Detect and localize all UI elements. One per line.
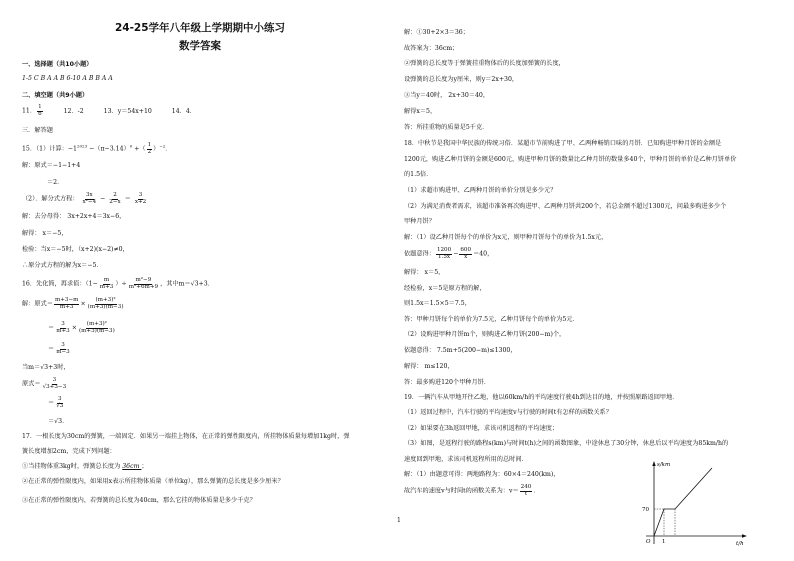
q15-1-end: ． — [165, 145, 172, 153]
q15-2-frac3 — [134, 193, 147, 205]
q16-text-b: ）÷ — [115, 280, 127, 288]
q15-1-text-d: ） — [153, 145, 160, 153]
q19-l7-den: t — [524, 490, 528, 497]
q16-s6-frac — [55, 397, 64, 409]
q17-ans-2: 故答案为：36cm； — [404, 45, 459, 52]
q11-label: 11． — [22, 107, 37, 115]
q16-problem — [22, 278, 214, 290]
q16-s6d: √3 — [56, 402, 64, 409]
q16-f1d: m+3 — [99, 283, 114, 290]
q15-1-half-n: 1 — [147, 142, 152, 148]
q16-s6-eq: ＝ — [48, 399, 55, 407]
q15-2-f1d: x²−4 — [82, 198, 97, 205]
q18-line6: 甲种月饼？ — [404, 218, 435, 225]
y-axis-label: s/km — [657, 462, 671, 468]
q15-1-half — [147, 143, 153, 155]
q16-s1n: m+3−m — [54, 297, 79, 303]
q17-ans-3: ②弹簧的总长度等于弹簧挂重物体后的长度加弹簧的长度， — [404, 60, 565, 67]
q15-2-line1: 解：去分母得： 3x+2x+4＝3x−6， — [22, 213, 126, 220]
q15-2-f3n: 3 — [138, 192, 143, 198]
q18-line12: 答：甲种月饼每个的单价为7.5元，乙种月饼每个的单价为5元． — [404, 316, 579, 323]
q16-s2n: 3 — [61, 321, 65, 327]
q16-s2d: m+3 — [56, 327, 70, 334]
q16-step7: ＝√3． — [48, 418, 69, 425]
q16-s1-frac1 — [54, 298, 80, 310]
q17-ans-7: 答：所挂重物的质量是5千克． — [404, 124, 489, 131]
q16-s3-frac — [55, 343, 71, 355]
q15-2-line2: 解得： x＝−5， — [22, 230, 68, 237]
q18-eq-end: ＝40， — [473, 250, 494, 258]
x-tick-label: 1 — [662, 539, 666, 545]
q15-1-half-d: 2 — [147, 148, 152, 155]
q16-text-a: 16．先化简，再求值：（1− — [22, 280, 98, 288]
q15-2-problem — [22, 193, 148, 205]
q19-line4: （3）如图，是返程行驶的路程s(km)与时间t(h)之间的函数图象，中途休息了30分钟，休息后以平均速度为85km/h的 — [404, 440, 729, 447]
q16-step4: 当m＝√3+3时， — [22, 364, 70, 371]
q18-line11: 则1.5x＝1.5×5＝7.5， — [404, 300, 471, 307]
q18-line9: 解得： x＝5， — [404, 269, 445, 276]
q16-s5-frac — [42, 378, 68, 390]
q19-line7 — [404, 485, 540, 497]
q18-line2: 1200元，购进乙种月饼的金额是600元，购进甲种月饼的数量比乙种月饼的数量多40个，甲种月饼的单价是乙种月饼单价 — [404, 156, 737, 163]
q19-line1: 19．一辆汽车从甲地开往乙地，他以60km/h的平均速度行驶4h到达目的地，并按照原路返回甲地． — [404, 394, 679, 401]
page-title: 24-25学年八年级上学期期中小练习 — [114, 22, 286, 34]
section-choice-heading: 一、选择题（共10小题） — [22, 61, 93, 68]
q18-eq-frac2 — [459, 248, 472, 260]
q16-step2 — [48, 322, 117, 334]
q17-ans-5: ③当y＝40时， 2x+30＝40， — [404, 92, 490, 99]
q13-answer: 13．y＝54x+10 — [103, 107, 152, 115]
q15-1-solution-b: ＝2． — [47, 179, 64, 186]
x-axis-label: t/h — [736, 541, 744, 547]
q15-2-f1n: 3x — [85, 192, 93, 198]
q18-line4: （1）求超市购进甲、乙两种月饼的单价分别是多少元？ — [404, 187, 557, 194]
choice-answers: 1-5 C B A A B 6-10 A B B A A — [22, 75, 113, 82]
q16-f2n: m²−9 — [135, 277, 152, 283]
q16-s2-frac1 — [55, 322, 71, 334]
q16-frac2 — [128, 278, 159, 290]
q17-ans-6: 解得x＝5， — [404, 108, 437, 115]
q11-fraction — [37, 105, 43, 117]
q15-2-line3: 检验：当x＝−5时，（x+2)(x−2)≠0， — [22, 246, 129, 253]
q18-eq-n2: 600 — [460, 247, 472, 253]
q15-1-exp: 2023 — [76, 143, 88, 149]
q18-eq-n1: 1200 — [436, 247, 452, 253]
q16-s3n: 3 — [61, 342, 65, 348]
q15-1-text-b: −（π−3.14） — [87, 145, 130, 153]
q16-s1n2: (m+3)² — [95, 297, 116, 303]
q16-s2-times: × — [71, 324, 77, 332]
q18-eq-d2: x — [464, 253, 468, 260]
q15-1-problem — [22, 143, 171, 155]
q16-s3-eq: ＝ — [48, 345, 55, 353]
q16-s2d2: (m+3)(m−3) — [78, 327, 115, 334]
q17-c-answer: 36cm — [122, 463, 142, 470]
q15-2-f2n: 2 — [113, 192, 117, 198]
q15-2-eq: ＝ — [124, 195, 131, 203]
q15-2-line4: ∴原分式方程的解为x＝−5． — [22, 262, 103, 269]
q17-line5: ③在正常的弹性限度内，若弹簧的总长度为40cm，那么它挂的物体质量是多少千克？ — [22, 497, 256, 504]
q18-line13: （2）设购进甲种月饼m个，则购进乙种月饼(200−m)个， — [404, 331, 566, 338]
q17-line4: ②在正常的弹性限度内，如果用x表示所挂物体质量（单位kg），那么弹簧的总长度是多少厘米？ — [22, 478, 284, 485]
q17-ans-1: 解：①30+2×3＝36； — [404, 29, 469, 36]
q15-1-text: 15．（1）计算：−1 — [22, 145, 77, 153]
section-solve-heading: 三．解答题 — [22, 127, 53, 134]
section-fill-heading: 二、填空题（共9小题） — [22, 92, 89, 99]
q16-s1-label: 解：原式＝ — [22, 300, 53, 308]
q11-num: 1 — [38, 104, 42, 110]
q16-s1d2: (m+3)(m−3) — [87, 303, 124, 310]
x-axis-arrow — [742, 534, 747, 537]
q19-l7-num: 240 — [520, 484, 532, 490]
q18-line3: 的1.5倍． — [404, 171, 433, 178]
q18-line5: （2）为满足消费者需求，该超市准备再次购进甲、乙两种月饼共200个，若总金额不超过1300元，问最多购进多少个 — [404, 203, 727, 210]
q18-eq-d1: 1.5x — [438, 253, 451, 260]
q14-answer: 14．4． — [171, 107, 196, 115]
q11-den: 6 — [38, 110, 42, 117]
q16-s1-times: × — [80, 300, 86, 308]
q16-s5d: √3+3−3 — [42, 383, 67, 390]
q15-2-f3d: x+2 — [134, 198, 147, 205]
q16-s6n: 3 — [57, 396, 62, 402]
q15-2-text: （2）．解分式方程： — [22, 195, 79, 203]
q16-s2n2: (m+3)² — [86, 321, 107, 327]
q15-1-solution-a: 解：原式＝−1−1+4 — [22, 162, 81, 169]
q15-1-exp0: 0 — [129, 143, 133, 149]
q17-ans-4: 设弹簧的总长度为y厘米，则y＝2x+30， — [404, 76, 519, 83]
q17-line1: 17．一根长度为30cm的弹簧，一端固定．如果另一端挂上物体，在正常的弹性限度内，所挂物体质量每增加1kg时，弹 — [22, 433, 350, 440]
q15-1-text-c: +（ — [132, 145, 146, 153]
y-axis-arrow — [652, 461, 655, 466]
q18-line16: 答：最多购进120个甲种月饼． — [404, 379, 491, 386]
q18-equation — [404, 248, 493, 260]
origin-label: O — [646, 539, 651, 545]
q18-eq-label: 依题意得： — [404, 250, 435, 258]
q19-line2: （1）返回过程中，汽车行驶的平均速度v与行驶的时间t有怎样的函数关系？ — [404, 409, 612, 416]
graph-line — [654, 468, 712, 536]
page-subtitle: 数学答案 — [179, 40, 221, 52]
q15-1-exp2: −2 — [159, 143, 166, 149]
q12-answer: 12．-2 — [63, 107, 84, 115]
q15-2-f2d: 2−x — [109, 198, 121, 205]
y-tick-label: 70 — [642, 507, 649, 513]
q16-s2-frac2 — [78, 322, 116, 334]
q18-line10: 经检验，x＝5是原方程的解， — [404, 285, 486, 292]
page-number: 1 — [397, 517, 401, 524]
fill-answers — [22, 105, 196, 117]
distance-time-graph — [640, 458, 750, 548]
q16-f2d: m²+6m+9 — [128, 283, 159, 290]
q15-2-minus: − — [100, 195, 106, 203]
q17-c-text: ①当挂物体重3kg时，弹簧总长度为 — [22, 463, 123, 470]
q18-line15: 解得： m≤120， — [404, 363, 454, 370]
q17-line3 — [22, 463, 148, 470]
q16-step3 — [48, 343, 72, 355]
q15-2-frac1 — [82, 193, 98, 205]
q19-line3: （2）如果要在3h返回甲地，求该司机返程的平均速度； — [404, 425, 559, 432]
q18-eq-frac1 — [436, 248, 452, 260]
q16-s1d: m+3 — [59, 303, 74, 310]
q18-eq-minus: − — [453, 250, 459, 258]
q16-s5-label: 原式＝ — [22, 380, 41, 388]
q16-frac1 — [99, 278, 115, 290]
q16-step1 — [22, 298, 126, 310]
q19-l7-end: ． — [533, 487, 540, 495]
q16-s2-eq: ＝ — [48, 324, 55, 332]
q19-line6: 解：（1）由题意可得：两地路程为：60×4＝240(km)， — [404, 471, 560, 478]
q16-step6 — [48, 397, 65, 409]
q19-l7-frac — [520, 485, 533, 497]
q17-line2: 簧长度增加2cm，完成下列问题： — [22, 448, 116, 455]
q16-s1-frac2 — [87, 298, 125, 310]
q16-f1n: m — [103, 277, 110, 283]
q16-step5 — [22, 378, 68, 390]
q16-text-c: ，其中m＝√3+3． — [160, 280, 214, 288]
q17-c-end: ； — [141, 463, 148, 470]
q18-line1: 18．中秋节是我国中华民族的传统习俗．某超市节前购进了甲、乙两种畅销口味的月饼．已知购进甲种月饼的金额是 — [404, 140, 722, 147]
q18-line7: 解：（1）设乙种月饼每个的单价为x元，则甲种月饼每个的单价为1.5x元， — [404, 234, 608, 241]
q19-line5: 速度回到甲地，求该司机返程所用的总时间． — [404, 456, 528, 463]
q16-s5n: 3 — [52, 377, 57, 383]
q16-s3d: m−3 — [56, 348, 70, 355]
q15-2-frac2 — [108, 193, 121, 205]
q19-l7-text: 故汽车的速度v与时间t的函数关系为：v＝ — [404, 487, 519, 495]
q18-line14: 依题意得： 7.5m+5(200−m)≤1300， — [404, 347, 517, 354]
